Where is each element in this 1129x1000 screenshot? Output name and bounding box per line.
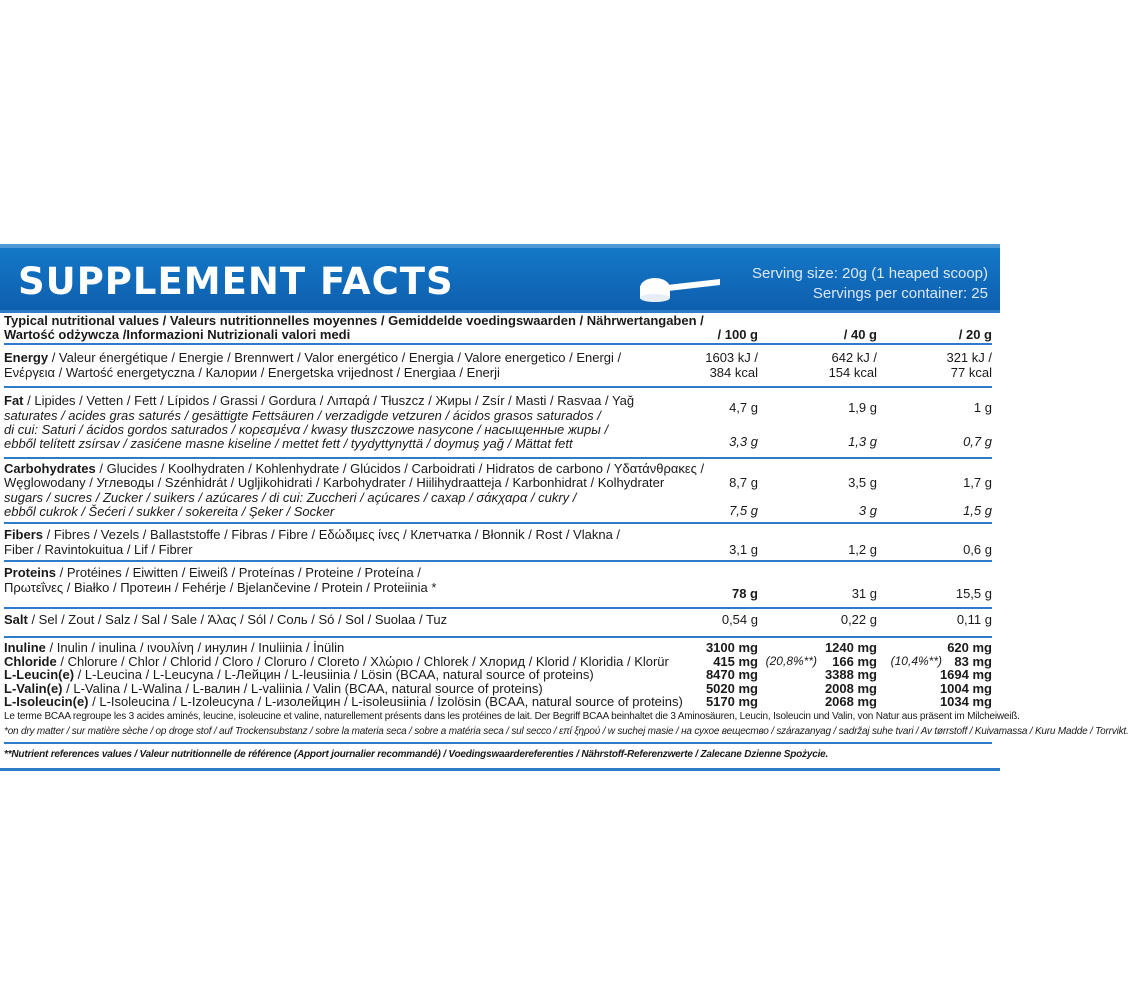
sugars-20: 1,5 g (963, 503, 992, 518)
proteins-text-1: / Protéines / Eiwitten / Eiweiß / Proteínas / Proteine / Proteína / (56, 565, 421, 580)
fat-text-4: ebből telített zsírsav / zasićene masne kiseline / mettet fett / tyydyttynyttä / doymuş yağ / Mättat fett (4, 435, 573, 451)
nutrient-label: L-Valin(e) (4, 680, 63, 696)
fat-section (4, 388, 992, 459)
nutrient-label: L-Isoleucin(e) (4, 694, 89, 709)
facts-title: SUPPLEMENT FACTS (18, 260, 454, 303)
proteins-100: 78 g (731, 586, 758, 601)
proteins-label: Proteins (4, 565, 57, 580)
carbs-20: 1,7 g (963, 475, 992, 490)
nutrient-row (4, 668, 992, 682)
fibers-20: 0,6 g (963, 541, 992, 557)
sat-fat-20: 0,7 g (963, 434, 992, 449)
servings-per-container: Servings per container: 25 (812, 285, 988, 302)
nutrient-20: 1004 mg (939, 680, 992, 696)
carbs-label: Carbohydrates (4, 461, 96, 476)
nutrient-40: 2008 mg (824, 680, 877, 696)
energy-20-kcal: 77 kcal (950, 364, 992, 380)
carbs-text-4: ebből cukrok / Šećeri / sukker / sokereita / Şeker / Socker (4, 503, 335, 519)
nutrient-100: 5020 mg (705, 680, 758, 696)
nutrient-label: Chloride (4, 653, 57, 669)
column-header (4, 313, 992, 345)
nutrient-40: 2068 mg (824, 694, 877, 709)
nutrient-row (4, 655, 992, 669)
proteins-20: 15,5 g (955, 586, 992, 601)
sugars-40: 3 g (858, 503, 877, 518)
fibers-40: 1,2 g (848, 541, 877, 557)
carbs-section (4, 459, 992, 524)
nrv-20: (10,4%**) (890, 653, 942, 668)
nutrient-40: 166 mg (832, 653, 877, 669)
nutrient-100: 8470 mg (705, 667, 758, 682)
dry-matter-footnote: *on dry matter / sur matière sèche / op droge stof / auf Trockensubstanz / sobre la materia seca / sobre a matéria seca / sul secco / επί ξηρού / w suchej masie / на сухое вещество / szárazanyag / sadržaj suhe tvari / Av tørrstoff / Kuivamassa / Kuru Madde / Torrvikt. (4, 725, 1129, 737)
nutrient-20: 620 mg (947, 640, 992, 655)
fat-label: Fat (4, 393, 24, 408)
proteins-40: 31 g (851, 586, 877, 601)
intro-line-1: Typical nutritional values / Valeurs nutritionnelles moyennes / Gemiddelde voedingswaarden / Nährwertangaben / (4, 313, 704, 328)
salt-40: 0,22 g (840, 612, 877, 627)
proteins-section (4, 562, 992, 609)
fat-100: 4,7 g (729, 400, 758, 415)
col-per-40g: / 40 g (843, 327, 877, 342)
fat-text-3: di cui: Saturi / ácidos gordos saturados / κορεσμένα / kwasy tłuszczowe nasycone / насыщенные жиры / (4, 421, 609, 437)
facts-body (0, 313, 1129, 768)
nutrient-100: 5170 mg (705, 694, 758, 709)
nutrient-text: / Inulin / inulina / ινουλίνη / инулин / Inuliinia / İnülin (45, 640, 345, 655)
nutrient-text: / L-Isoleucina / L-Izoleucyna / L-изолейцин / L-isoleusiinia / İzolösin (BCAA, natural source of proteins) (88, 694, 683, 709)
nrv-footnote: **Nutrient references values / Valeur nutritionnelle de référence (Apport journalier recommandé) / Voedingswaardereferenties / Nährstoff-Referenzwerte / Zalecane Dzienne Spożycie. (4, 748, 829, 760)
bottom-rule (0, 768, 1000, 771)
facts-header (0, 244, 1000, 310)
salt-section (4, 609, 992, 638)
nutrient-20: 83 mg (954, 653, 992, 669)
carbs-text-3: sugars / sucres / Zucker / suikers / azúcares / di cui: Zuccheri / açúcares / сахар / σάκχαρα / cukry / (4, 489, 577, 505)
energy-40-kj: 642 kJ / (831, 350, 877, 365)
nutrient-text: / L-Leucina / L-Leucyna / L-Лейцин / L-leusiinia / Lösin (BCAA, natural source of proteins) (74, 667, 594, 682)
carbs-100: 8,7 g (729, 475, 758, 490)
nutrient-40: 1240 mg (824, 640, 877, 655)
fibers-text-2: Fiber / Ravintokuitua / Lif / Fibrer (4, 541, 193, 557)
nutrient-text: / L-Valina / L-Walina / L-валин / L-valiinia / Valin (BCAA, natural source of proteins) (62, 680, 543, 696)
nutrient-label: L-Leucin(e) (4, 667, 75, 682)
supplement-facts-label (0, 244, 1129, 771)
nutrient-20: 1694 mg (939, 667, 992, 682)
amino-section (4, 638, 1129, 744)
nutrient-40: 3388 mg (824, 667, 877, 682)
energy-40-kcal: 154 kcal (828, 364, 877, 380)
salt-label: Salt (4, 612, 28, 627)
energy-text-2: Ενέργεια / Wartość energetyczna / Калории / Energetska vrijednost / Energiaa / Enerji (4, 364, 500, 380)
scoop-icon (636, 270, 722, 304)
salt-20: 0,11 g (956, 612, 992, 627)
fibers-section (4, 524, 992, 562)
nutrient-row (4, 695, 992, 709)
intro-line-2: Wartość odżywcza /Informazioni Nutrizionali valori medi (4, 327, 351, 342)
sat-fat-100: 3,3 g (729, 434, 758, 449)
carbs-40: 3,5 g (848, 475, 877, 490)
fat-text-2: saturates / acides gras saturés / gesättigte Fettsäuren / verzadigde vetzuren / ácidos grasos saturados / (4, 407, 601, 423)
carbs-text-1: / Glucides / Koolhydraten / Kohlenhydrate / Glúcidos / Carboidrati / Hidratos de carbono / Υδατάνθρακες / (95, 461, 705, 476)
fat-40: 1,9 g (848, 400, 877, 415)
sat-fat-40: 1,3 g (848, 434, 877, 449)
nutrient-100: 415 mg (713, 653, 758, 669)
fibers-100: 3,1 g (729, 541, 758, 557)
serving-info (752, 264, 988, 304)
col-per-100g: / 100 g (717, 327, 758, 342)
nutrient-20: 1034 mg (939, 694, 992, 709)
nrv-40: (20,8%**) (765, 653, 817, 668)
fat-20: 1 g (973, 400, 992, 415)
nutrient-row (4, 682, 992, 696)
proteins-text-2: Πρωτεΐνες / Białko / Протеин / Fehérje / Bjelančevine / Protein / Proteiinia * (4, 579, 437, 595)
col-per-20g: / 20 g (958, 327, 992, 342)
energy-100-kcal: 384 kcal (709, 364, 758, 380)
salt-text-1: / Sel / Zout / Salz / Sal / Sale / Άλας / Sól / Соль / Só / Sol / Suolaa / Tuz (27, 612, 448, 627)
fat-text-1: / Lipides / Vetten / Fett / Lípidos / Grassi / Gordura / Λιπαρά / Tłuszcz / Жиры / Zsír / Masti / Rasvaa / Yağ (23, 393, 635, 408)
fibers-label: Fibers (4, 527, 44, 542)
energy-label: Energy (4, 350, 49, 365)
nutrient-label: Inuline (4, 640, 46, 655)
serving-size: Serving size: 20g (1 heaped scoop) (752, 265, 988, 282)
nutrient-100: 3100 mg (705, 640, 758, 655)
energy-20-kj: 321 kJ / (946, 350, 992, 365)
fibers-text-1: / Fibres / Vezels / Ballaststoffe / Fibras / Fibre / Εδώδιμες ίνες / Клетчатка / Błonnik / Rost / Vlakna / (43, 527, 621, 542)
bcaa-footnote: Le terme BCAA regroupe les 3 acides aminés, leucine, isoleucine et valine, naturellement présents dans les protéines de lait. Der Begriff BCAA beinhaltet die 3 Aminosäuren, Leucin, Isoleucin und Valin, von Natur aus präsent im Milcheiweiß. (4, 710, 1020, 722)
energy-100-kj: 1603 kJ / (705, 350, 758, 365)
carbs-text-2: Węglowodany / Углеводы / Szénhidrát / Ugljikohidrati / Karbohydrater / Hiilihydraatteja / Karbonhidrat / Kolhydrater (4, 475, 665, 490)
salt-100: 0,54 g (721, 612, 758, 627)
energy-section (4, 345, 992, 388)
nutrient-text: / Chlorure / Chlor / Chlorid / Cloro / Cloruro / Cloreto / Χλώριο / Chlorek / Хлорид / Klorid / Kloridia / Klorür (56, 653, 669, 669)
sugars-100: 7,5 g (729, 503, 758, 518)
nutrient-row (4, 641, 992, 655)
energy-text-1: / Valeur énergétique / Energie / Brennwert / Valor energético / Energia / Valore energetico / Energi / (48, 350, 622, 365)
